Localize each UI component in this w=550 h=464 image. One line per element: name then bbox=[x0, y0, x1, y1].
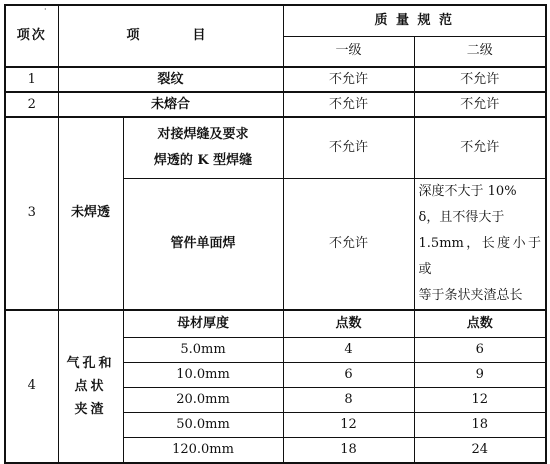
points-grade-1: 8 bbox=[283, 388, 414, 413]
row-item-line: 点状 bbox=[74, 378, 107, 394]
row-item-line: 夹渣 bbox=[74, 401, 107, 417]
row-item: 未焊透 bbox=[58, 117, 123, 310]
subrow-grade-2: 不允许 bbox=[414, 117, 546, 178]
row-no: 3 bbox=[5, 117, 58, 310]
points-grade-2: 18 bbox=[414, 413, 546, 438]
row-no: 2 bbox=[5, 92, 58, 117]
thickness-cell: 5.0mm bbox=[123, 338, 283, 363]
note-line: 等于条状夹渣总长 bbox=[418, 287, 523, 303]
subrow-grade-1: 不允许 bbox=[283, 117, 414, 178]
table-row bbox=[5, 117, 546, 178]
header-grade-1: 一级 bbox=[283, 36, 414, 67]
subrow-grade-2-note bbox=[414, 178, 546, 310]
thickness-cell: 120.0mm bbox=[123, 438, 283, 463]
table-row bbox=[5, 92, 546, 117]
points-grade-1: 12 bbox=[283, 413, 414, 438]
corner-mark: · bbox=[44, 5, 47, 14]
points-grade-2: 12 bbox=[414, 388, 546, 413]
table-row bbox=[5, 67, 546, 92]
points-grade-2: 6 bbox=[414, 338, 546, 363]
row-item: 裂纹 bbox=[58, 67, 283, 92]
row-grade-2: 不允许 bbox=[414, 67, 546, 92]
thickness-cell: 10.0mm bbox=[123, 363, 283, 388]
points-grade-2: 9 bbox=[414, 363, 546, 388]
row-no: 4 bbox=[5, 310, 58, 463]
points-grade-2: 24 bbox=[414, 438, 546, 463]
row-item: 未熔合 bbox=[58, 92, 283, 117]
note-line: 1.5mm，长度小于或 bbox=[418, 235, 542, 277]
points-grade-1: 4 bbox=[283, 338, 414, 363]
row-no: 1 bbox=[5, 67, 58, 92]
subrow-item-line: 对接焊缝及要求 bbox=[157, 126, 249, 142]
subrow-item: 管件单面焊 bbox=[123, 178, 283, 310]
header-row-1 bbox=[5, 5, 546, 36]
header-quality-spec: 质 量 规 范 bbox=[283, 5, 546, 36]
row-grade-1: 不允许 bbox=[283, 92, 414, 117]
row-item bbox=[58, 310, 123, 463]
table-row bbox=[5, 310, 546, 338]
row-grade-2: 不允许 bbox=[414, 92, 546, 117]
note-line: δ，且不得大于 bbox=[418, 209, 505, 225]
thickness-cell: 50.0mm bbox=[123, 413, 283, 438]
thickness-cell: 20.0mm bbox=[123, 388, 283, 413]
subrow-item-line: 焊透的 K 型焊缝 bbox=[153, 152, 253, 168]
points-grade-1: 18 bbox=[283, 438, 414, 463]
note-line: 深度不大于 10% bbox=[418, 183, 517, 199]
points-grade-1: 6 bbox=[283, 363, 414, 388]
points-header-grade-1: 点数 bbox=[283, 310, 414, 338]
header-grade-2: 二级 bbox=[414, 36, 546, 67]
row-grade-1: 不允许 bbox=[283, 67, 414, 92]
header-item-no: 项次 bbox=[5, 5, 58, 67]
quality-spec-table bbox=[4, 4, 547, 464]
points-header-grade-2: 点数 bbox=[414, 310, 546, 338]
header-item: 项 目 bbox=[58, 5, 283, 67]
row-item-line: 气孔和 bbox=[66, 355, 115, 371]
subrow-grade-1: 不允许 bbox=[283, 178, 414, 310]
subrow-item bbox=[123, 117, 283, 178]
thickness-header: 母材厚度 bbox=[123, 310, 283, 338]
